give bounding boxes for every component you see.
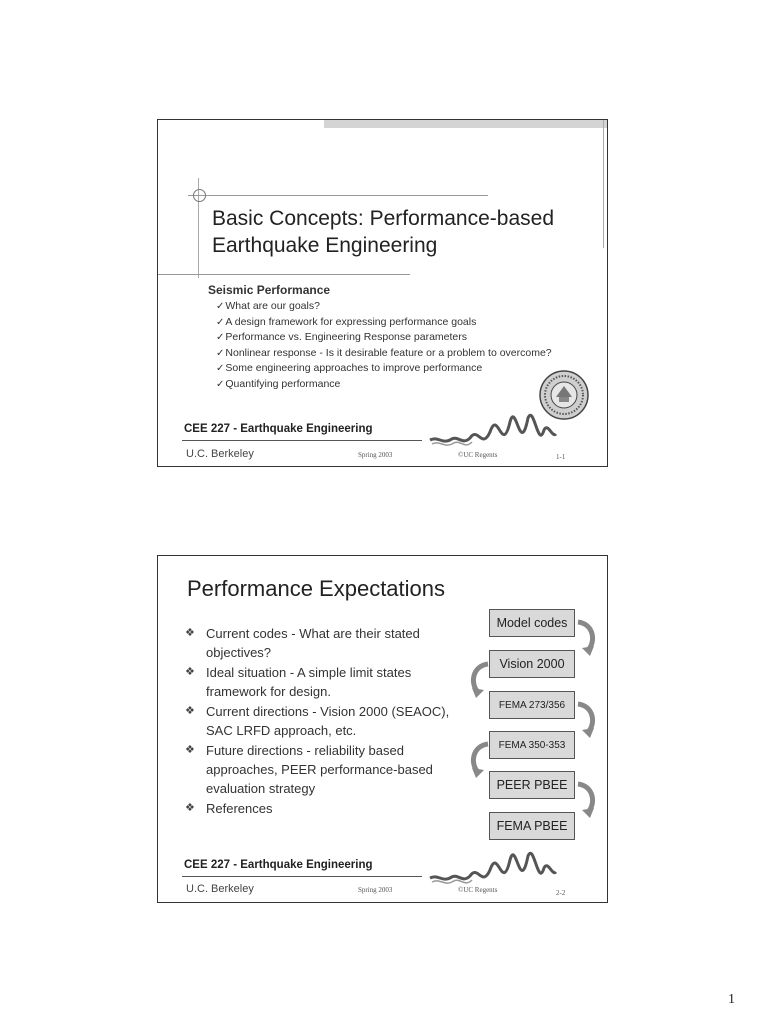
curved-arrow-icon — [576, 780, 598, 820]
check-icon: ✓ — [216, 378, 225, 390]
flow-box-fema-pbee: FEMA PBEE — [489, 812, 575, 840]
slide-number: 1-1 — [556, 453, 566, 461]
decorative-vertical-line — [603, 120, 604, 248]
list-item — [185, 799, 475, 818]
seismic-wave-logo-icon — [428, 400, 558, 458]
list-item-text: A design framework for expressing performance goals — [225, 315, 477, 328]
list-item — [185, 741, 475, 798]
list-item-text: Performance vs. Engineering Response parameters — [225, 331, 468, 343]
list-item-text: Current codes - What are their stated objectives? — [206, 626, 420, 660]
course-name: CEE 227 - Earthquake Engineering — [184, 859, 373, 871]
list-item-text: References — [206, 801, 273, 816]
footer-rule — [182, 876, 422, 877]
list-item-text: Quantifying performance — [225, 377, 341, 390]
list-item — [216, 361, 552, 377]
checklist — [216, 299, 552, 392]
diamond-bullet-icon: ❖ — [185, 666, 195, 678]
curved-arrow-icon — [576, 618, 598, 658]
title-line-1: Basic Concepts: Performance-based — [212, 207, 554, 230]
decorative-horizontal-line — [188, 195, 488, 196]
list-item — [216, 315, 552, 331]
curved-arrow-icon — [576, 700, 598, 740]
flow-box-peer-pbee: PEER PBEE — [489, 771, 575, 799]
decorative-top-bar — [324, 120, 608, 128]
diamond-bullet-icon: ❖ — [185, 744, 195, 756]
decorative-horizontal-line — [158, 274, 410, 275]
course-name: CEE 227 - Earthquake Engineering — [184, 423, 373, 435]
list-item — [216, 299, 552, 315]
diamond-bullet-icon: ❖ — [185, 705, 195, 717]
term-label: Spring 2003 — [358, 886, 393, 894]
curved-arrow-icon — [468, 660, 490, 700]
list-item — [185, 702, 475, 740]
list-item — [216, 377, 552, 393]
university-name: U.C. Berkeley — [186, 448, 254, 460]
list-item-text: Some engineering approaches to improve performance — [225, 362, 483, 374]
title-line-2: Earthquake Engineering — [212, 234, 438, 257]
list-item-text: Future directions - reliability based approaches, PEER performance-based evaluation strategy — [206, 743, 433, 796]
slide-1 — [157, 119, 608, 467]
section-heading: Seismic Performance — [208, 283, 331, 297]
copyright-label: ©UC Regents — [458, 886, 498, 894]
list-item-text: Current directions - Vision 2000 (SEAOC), SAC LRFD approach, etc. — [206, 704, 450, 738]
flow-box-vision-2000: Vision 2000 — [489, 650, 575, 678]
list-item — [216, 330, 552, 346]
crosshair-circle-icon — [193, 189, 206, 202]
term-label: Spring 2003 — [358, 451, 393, 459]
list-item-text: Nonlinear response - Is it desirable feature or a problem to overcome? — [225, 346, 552, 359]
flow-box-fema-350-353: FEMA 350-353 — [489, 731, 575, 759]
check-icon: ✓ — [216, 301, 225, 312]
diamond-bullet-icon: ❖ — [185, 802, 195, 814]
slide-title — [212, 205, 592, 259]
list-item — [216, 346, 552, 362]
diamond-bullet-icon: ❖ — [185, 627, 195, 639]
bullet-list — [185, 624, 475, 819]
list-item-text: Ideal situation - A simple limit states framework for design. — [206, 665, 412, 699]
footer-rule — [182, 440, 422, 441]
list-item — [185, 663, 475, 701]
list-item — [185, 624, 475, 662]
copyright-label: ©UC Regents — [458, 451, 498, 459]
check-icon: ✓ — [216, 347, 225, 359]
flow-box-model-codes: Model codes — [489, 609, 575, 637]
university-name: U.C. Berkeley — [186, 883, 254, 895]
slide-2 — [157, 555, 608, 903]
curved-arrow-icon — [468, 740, 490, 780]
check-icon: ✓ — [216, 316, 225, 328]
check-icon: ✓ — [216, 332, 225, 343]
flow-box-fema-273-356: FEMA 273/356 — [489, 691, 575, 719]
check-icon: ✓ — [216, 363, 225, 374]
slide-title: Performance Expectations — [187, 576, 446, 601]
page-number: 1 — [728, 992, 735, 1007]
slide-number: 2-2 — [556, 889, 566, 897]
list-item-text: What are our goals? — [225, 300, 320, 312]
